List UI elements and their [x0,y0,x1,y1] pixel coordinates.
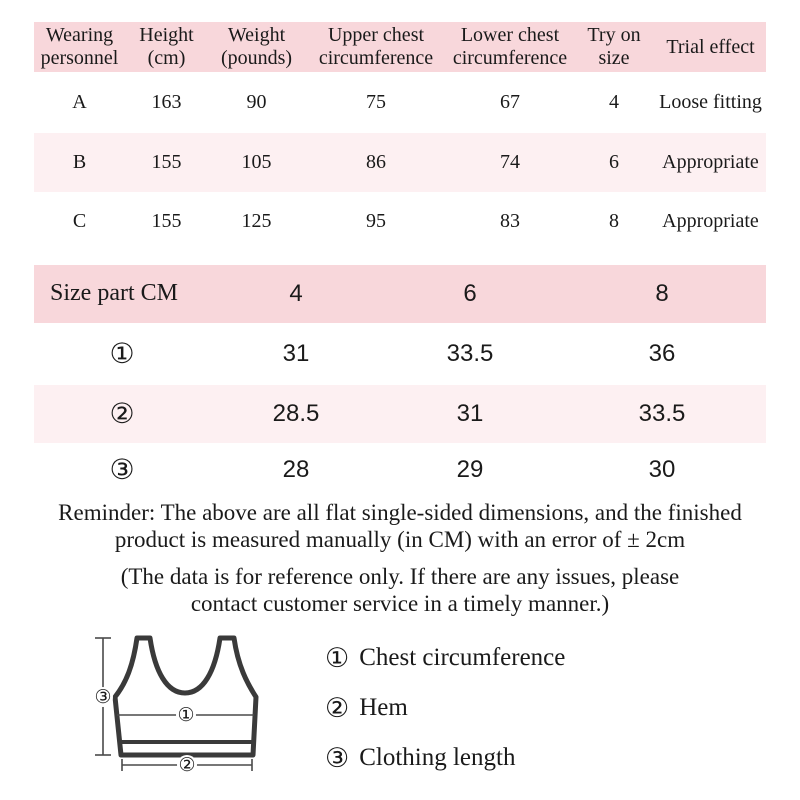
size-row2-val-8: 33.5 [558,385,766,443]
legend-item-length [325,733,565,783]
fit-cell-a-weight: 90 [208,72,305,133]
size-row1-marker: ① [34,323,210,385]
bra-measurement-diagram [60,620,320,780]
fit-cell-c-upper: 95 [305,192,447,250]
size-header-label: Size part CM [34,265,210,323]
fit-cell-b-height: 155 [125,133,208,192]
fit-cell-b-weight: 105 [208,133,305,192]
size-header-6: 6 [382,265,558,323]
fit-cell-a-effect: Loose fitting [655,72,766,133]
fit-header-height: Height (cm) [125,22,208,72]
reminder-text: Reminder: The above are all flat single-sided dimensions, and the finished product is measured manually (in CM) with an error of ± 2cm [58,500,742,553]
fit-cell-c-size: 8 [573,192,655,250]
legend-chest-label: Chest circumference [359,644,566,671]
size-row1-val-6: 33.5 [382,323,558,385]
fit-cell-b-person: B [34,133,125,192]
fit-cell-a-upper: 75 [305,72,447,133]
legend-hem-label: Hem [359,694,408,721]
legend-length-marker: ③ [325,742,350,774]
size-row3-val-8: 30 [558,443,766,497]
fit-header-try-on-size: Try on size [573,22,655,72]
length-marker: ③ [94,686,112,708]
fit-cell-b-effect: Appropriate [655,133,766,192]
legend-item-chest [325,633,565,683]
legend-length-label: Clothing length [359,744,516,771]
size-row3-val-4: 28 [210,443,382,497]
size-row2-val-6: 31 [382,385,558,443]
legend-chest-marker: ① [325,642,350,674]
fit-header-trial-effect: Trial effect [655,22,766,72]
fit-table [34,22,766,250]
reminder-block [0,499,800,618]
fit-cell-c-person: C [34,192,125,250]
size-row3-val-6: 29 [382,443,558,497]
size-header-4: 4 [210,265,382,323]
fit-cell-b-lower: 74 [447,133,573,192]
bra-outline [115,638,256,755]
fit-cell-b-upper: 86 [305,133,447,192]
measurement-legend [325,633,565,783]
fit-header-weight: Weight (pounds) [208,22,305,72]
legend-item-hem [325,683,565,733]
size-row1-val-4: 31 [210,323,382,385]
size-row3-marker: ③ [34,443,210,497]
fit-cell-b-size: 6 [573,133,655,192]
fit-cell-c-height: 155 [125,192,208,250]
size-row1-val-8: 36 [558,323,766,385]
fit-cell-c-weight: 125 [208,192,305,250]
fit-cell-a-size: 4 [573,72,655,133]
fit-cell-c-lower: 83 [447,192,573,250]
fit-cell-c-effect: Appropriate [655,192,766,250]
size-row2-marker: ② [34,385,210,443]
legend-hem-marker: ② [325,692,350,724]
size-table [34,265,766,497]
fit-header-upper-chest: Upper chest circumference [305,22,447,72]
fit-header-lower-chest: Lower chest circumference [447,22,573,72]
fit-cell-a-lower: 67 [447,72,573,133]
fit-cell-a-height: 163 [125,72,208,133]
fit-cell-a-person: A [34,72,125,133]
chest-marker: ① [177,704,195,726]
size-header-8: 8 [558,265,766,323]
hem-marker: ② [178,754,196,776]
reference-note-text: (The data is for reference only. If there are any issues, please contact customer service in a timely manner.) [120,564,680,617]
size-row2-val-4: 28.5 [210,385,382,443]
fit-header-wearing-personnel: Wearing personnel [34,22,125,72]
